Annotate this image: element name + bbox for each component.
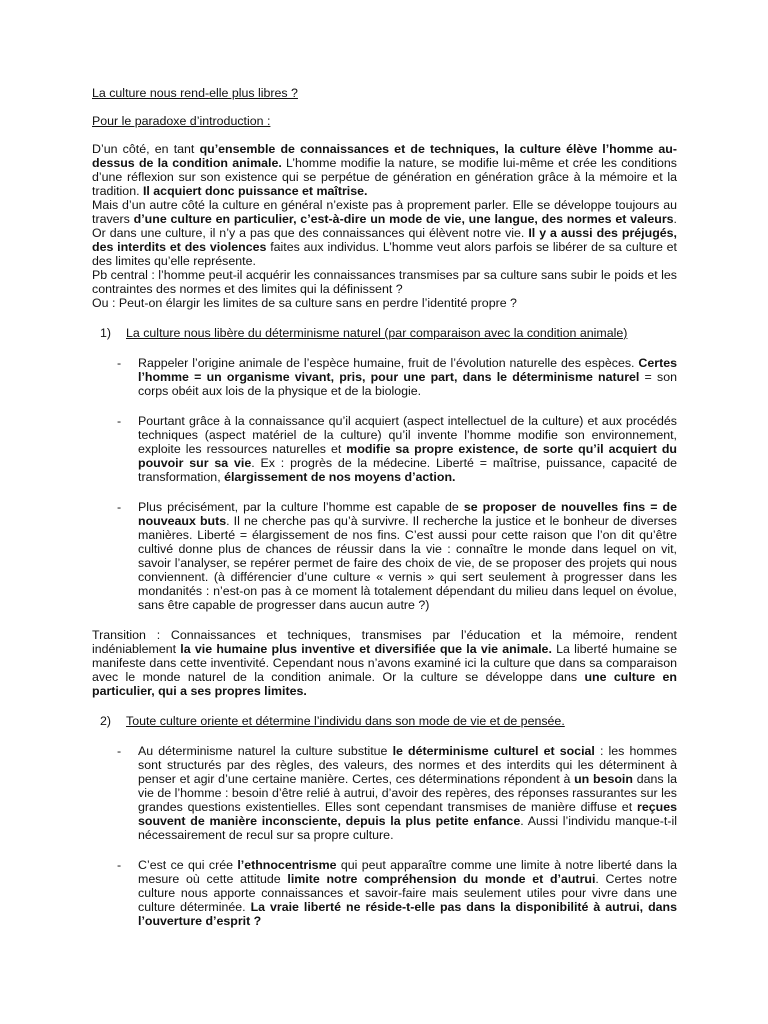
bold-text-run: le déterminisme culturel et social	[392, 744, 595, 758]
text-run: dans la vie de l’homme : besoin d’être relié à autrui, d’avoir des repères, des réponses rassurantes sur les grandes questions existentielles. Elles sont cependant transmises de manière diffuse et	[138, 772, 677, 814]
bullet-item	[117, 858, 677, 928]
bullet-text	[138, 356, 677, 398]
bold-text-run: Il y a aussi des préjugés, des interdits et des violences	[92, 226, 677, 254]
bold-text-run: qu’ensemble de connaissances et de techniques, la culture élève l’homme au-dessus de la condition animale.	[92, 142, 678, 170]
text-run: Mais d’un autre côté la culture en général n’existe pas à proprement parler. Elle se développe toujours au travers	[92, 198, 677, 226]
section-1-title: La culture nous libère du déterminisme naturel (par comparaison avec la condition animale)	[126, 326, 628, 340]
section-2-heading	[100, 714, 677, 728]
bold-text-run: une culture en particulier, qui a ses propres limites.	[92, 670, 678, 698]
bold-text-run: élargissement de nos moyens d’action.	[224, 470, 456, 484]
text-run: Rappeler l’origine animale de l’espèce humaine, fruit de l’évolution naturelle des espèces.	[138, 356, 639, 370]
bold-text-run: l’ethnocentrisme	[237, 858, 337, 872]
bold-text-run: un besoin	[574, 772, 633, 786]
bold-text-run: la vie humaine plus inventive et diversifiée que la vie animale.	[180, 642, 552, 656]
bold-text-run: d’une culture en particulier, c’est-à-dire un mode de vie, une langue, des normes et valeurs	[133, 212, 674, 226]
section-1-bullets	[92, 356, 677, 628]
intro-alternative-problem: Ou : Peut-on élargir les limites de sa culture sans en perdre l’identité propre ?	[92, 296, 517, 310]
bullet-item	[117, 744, 677, 842]
bold-text-run: limite notre compréhension du monde et d’autrui	[287, 872, 596, 886]
bullet-item	[117, 414, 677, 484]
document-title: La culture nous rend-elle plus libres ?	[92, 86, 298, 100]
text-run: Au déterminisme naturel la culture substitue	[138, 744, 393, 758]
bold-text-run: modifie sa propre existence, de sorte qu’il acquiert du pouvoir sur sa vie	[138, 442, 678, 470]
bold-text-run: La vraie liberté ne réside-t-elle pas dans la disponibilité à autrui, dans l’ouverture d’esprit ?	[138, 900, 678, 928]
intro-paragraph-1	[92, 142, 677, 198]
bullet-marker: -	[117, 356, 122, 370]
document-page	[92, 86, 677, 944]
text-run: Pourtant grâce à la connaissance qu’il acquiert (aspect intellectuel de la culture) et aux procédés techniques (aspect matériel de la culture) qu’il invente l’homme modifie son environnement, exploite les ressources naturelles et	[138, 414, 677, 456]
bullet-text	[138, 500, 677, 612]
intro-heading: Pour le paradoxe d’introduction :	[92, 114, 271, 128]
text-run: Plus précisément, par la culture l’homme est capable de	[138, 500, 464, 514]
section-2-bullets	[92, 744, 677, 944]
text-run: La liberté humaine se manifeste dans cette inventivité. Cependant nous n’avons examiné ici la culture que dans sa comparaison avec le monde naturel de la condition animale. Or la culture se développe dans	[92, 642, 677, 684]
bold-text-run: se proposer de nouvelles fins = de nouveaux buts	[138, 500, 677, 528]
text-run: . Il ne cherche pas qu’à survivre. Il recherche la justice et le bonheur de diverses manières. Liberté = élargissement de nos fins. C’est aussi pour cette raison que l’on dit qu’être cultivé donne plus de chances de réussir dans la vie : connaître le monde dans lequel on vit, savoir l’analyser, se repérer permet de faire des choix de vie, de se proposer des projets qui nous conviennent. (à différencier d’une culture « vernis » qui sert seulement à progresser dans les mondanités : n’est-on pas à ce moment là totalement dépendant du milieu dans lequel on évolue, sans être capable de progresser dans aucun autre ?)	[138, 514, 677, 612]
bold-text-run: reçues souvent de manière inconsciente, depuis la plus petite enfance	[138, 800, 677, 828]
intro-central-problem: Pb central : l’homme peut-il acquérir les connaissances transmises par sa culture sans subir le poids et les contraintes des normes et des limites qui la définissent ?	[92, 268, 677, 296]
bullet-item	[117, 356, 677, 398]
text-run: : les hommes sont structurés par des règles, des valeurs, des normes et des interdits qui les déterminent à penser et agir d’une certaine manière. Certes, ces déterminations répondent à	[138, 744, 677, 786]
bullet-item	[117, 500, 677, 612]
bullet-marker: -	[117, 414, 122, 428]
text-run: . Or dans une culture, il n’y a pas que des connaissances qui élèvent notre vie.	[92, 212, 677, 240]
bold-text-run: Certes l’homme = un organisme vivant, pris, pour une part, dans le déterminisme naturel	[138, 356, 677, 384]
text-run: L’homme modifie la nature, se modifie lui-même et crée les conditions d’une réflexion sur son existence qui se perpétue de génération en génération grâce à la mémoire et la tradition.	[92, 156, 677, 198]
text-run: = son corps obéit aux lois de la physique et de la biologie.	[138, 370, 677, 398]
text-run: . Certes notre culture nous apporte connaissances et savoir-faire mais seulement utiles pour vivre dans une culture déterminée.	[138, 872, 677, 914]
bullet-marker: -	[117, 744, 122, 758]
transition-paragraph	[92, 628, 677, 698]
text-run: faites aux individus. L’homme veut alors parfois se libérer de sa culture et des limites qu’elle représente.	[92, 240, 677, 268]
bold-text-run: Il acquiert donc puissance et maîtrise.	[142, 184, 368, 198]
bullet-marker: -	[117, 500, 122, 514]
text-run: Transition : Connaissances et techniques, transmises par l’éducation et la mémoire, rendent indéniablement	[92, 628, 677, 656]
text-run: qui peut apparaître comme une limite à notre liberté dans la mesure où cette attitude	[138, 858, 677, 886]
section-1-number: 1)	[100, 326, 112, 340]
section-2-number: 2)	[100, 714, 112, 728]
text-run: . Ex : progrès de la médecine. Liberté = maîtrise, puissance, capacité de transformation,	[138, 456, 678, 484]
bullet-text	[138, 414, 677, 484]
bullet-marker: -	[117, 858, 122, 872]
text-run: D’un côté, en tant	[92, 142, 200, 156]
section-2-title: Toute culture oriente et détermine l’individu dans son mode de vie et de pensée.	[126, 714, 565, 728]
text-run: . Aussi l’individu manque-t-il nécessairement de recul sur sa propre culture.	[138, 814, 677, 842]
bullet-text	[138, 744, 677, 842]
bullet-text	[138, 858, 677, 928]
section-1-heading	[100, 326, 677, 340]
text-run: C’est ce qui crée	[138, 858, 238, 872]
intro-paragraph-2	[92, 198, 677, 268]
